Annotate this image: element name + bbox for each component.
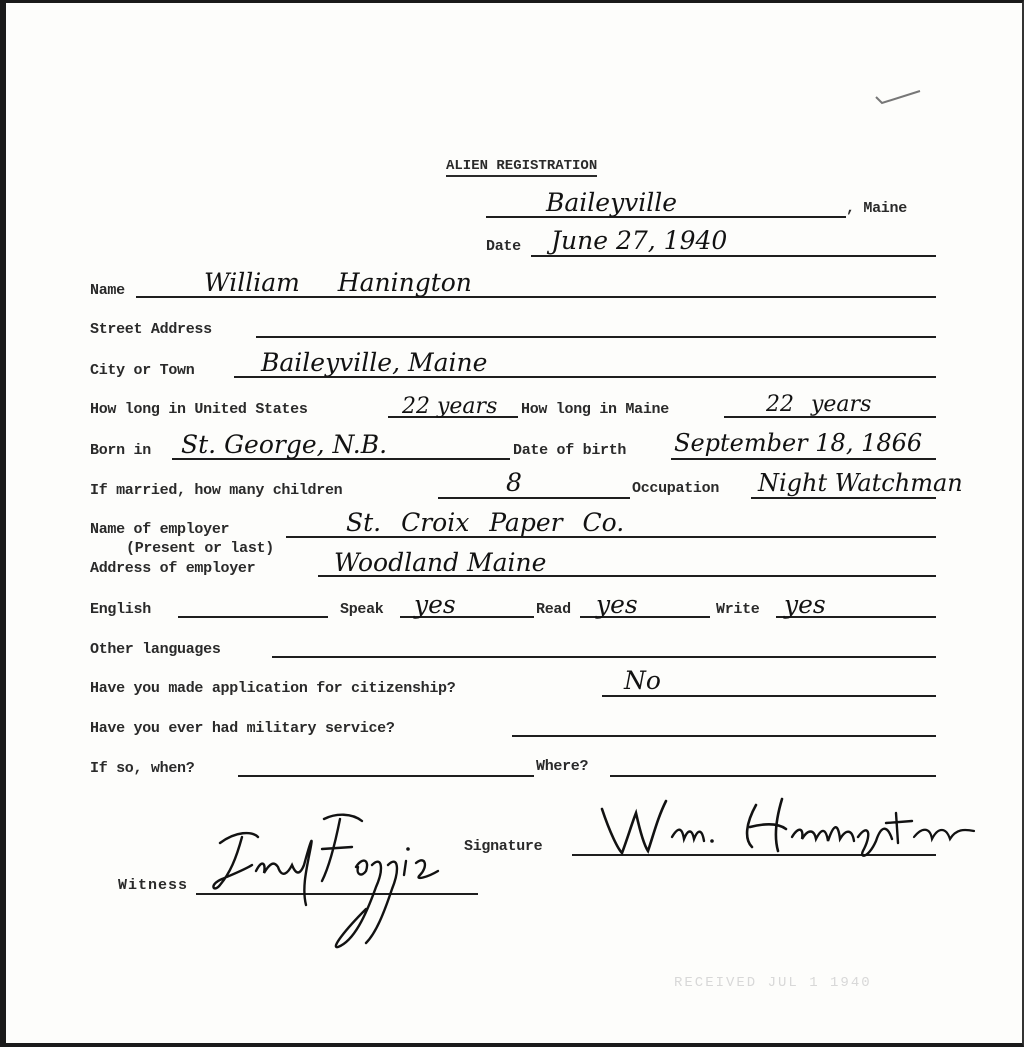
dob-label: Date of birth	[513, 442, 627, 459]
received-stamp: RECEIVED JUL 1 1940	[674, 975, 872, 991]
signature-label: Signature	[464, 838, 543, 855]
check-mark	[874, 87, 924, 107]
us-label: How long in United States	[90, 401, 308, 418]
occupation-line	[751, 497, 936, 499]
military-label: Have you ever had military service?	[90, 720, 395, 737]
other-lang-line	[272, 656, 936, 658]
speak-value: yes	[414, 590, 456, 619]
city-label: City or Town	[90, 362, 195, 379]
town-value: Baileyville	[546, 188, 678, 217]
english-label: English	[90, 601, 151, 618]
signature-value	[596, 793, 986, 863]
dob-line	[671, 458, 936, 460]
name-label: Name	[90, 282, 125, 299]
emp-address-value: Woodland Maine	[334, 548, 547, 577]
state-suffix: , Maine	[846, 200, 907, 217]
us-value: 22 years	[402, 394, 498, 419]
witness-signature	[206, 809, 446, 955]
emp-address-label: Address of employer	[90, 560, 256, 577]
citizenship-value: No	[624, 666, 661, 695]
write-label: Write	[716, 601, 760, 618]
where-label: Where?	[536, 758, 589, 775]
children-label: If married, how many children	[90, 482, 343, 499]
when-label: If so, when?	[90, 760, 195, 777]
maine-label: How long in Maine	[521, 401, 669, 418]
english-line	[178, 616, 328, 618]
street-line	[256, 336, 936, 338]
born-value: St. George, N.B.	[181, 430, 388, 459]
date-line	[531, 255, 936, 257]
children-value: 8	[506, 468, 522, 497]
occupation-label: Occupation	[632, 480, 720, 497]
name-value: William Hanington	[204, 268, 472, 297]
maine-value: 22 years	[766, 392, 872, 417]
street-label: Street Address	[90, 321, 212, 338]
citizenship-label: Have you made application for citizenship?	[90, 680, 456, 697]
military-line	[512, 735, 936, 737]
other-lang-label: Other languages	[90, 641, 221, 658]
employer-note: (Present or last)	[126, 540, 274, 557]
citizenship-line	[602, 695, 936, 697]
form-title: ALIEN REGISTRATION	[446, 158, 597, 177]
occupation-value: Night Watchman	[758, 469, 963, 497]
city-value: Baileyville, Maine	[261, 348, 488, 377]
date-value: June 27, 1940	[551, 226, 728, 255]
when-line	[238, 775, 534, 777]
read-label: Read	[536, 601, 571, 618]
speak-label: Speak	[340, 601, 384, 618]
date-label: Date	[486, 238, 521, 255]
employer-label: Name of employer	[90, 521, 230, 538]
witness-label: Witness	[118, 877, 189, 894]
dob-value: September 18, 1866	[674, 429, 923, 457]
where-line	[610, 775, 936, 777]
children-line	[438, 497, 630, 499]
read-value: yes	[596, 590, 638, 619]
born-label: Born in	[90, 442, 151, 459]
write-value: yes	[784, 590, 826, 619]
employer-value: St. Croix Paper Co.	[346, 508, 625, 537]
